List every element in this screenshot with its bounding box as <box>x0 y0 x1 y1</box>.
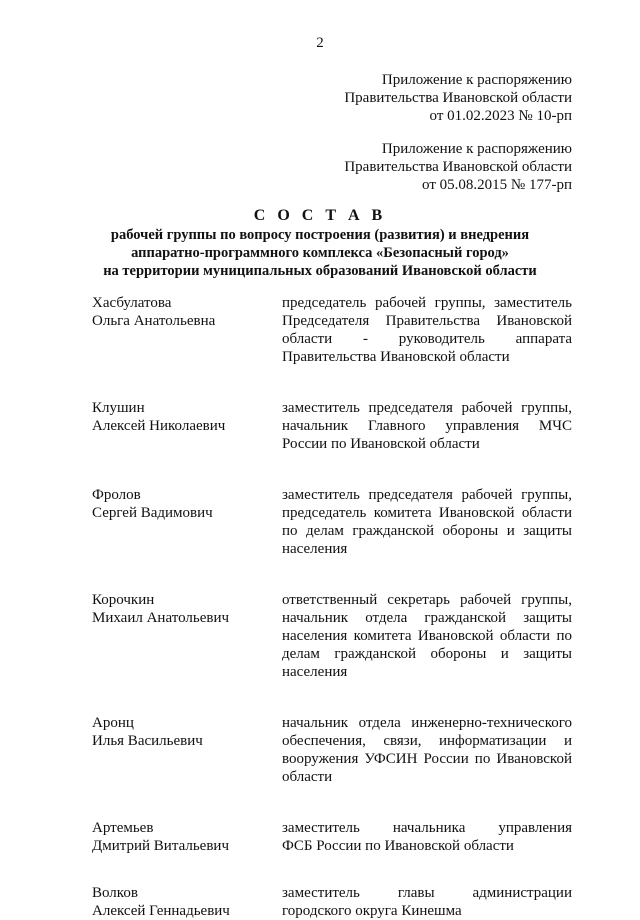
subtitle-line: рабочей группы по вопросу построения (развития) и внедрения <box>110 227 530 243</box>
member-surname: Хасбулатова <box>92 295 172 311</box>
member-role-line: начальник Главного управления МЧС <box>282 418 572 434</box>
member-row <box>92 714 572 786</box>
member-role-line: ответственный секретарь рабочей группы, <box>282 592 572 608</box>
member-given-name: Алексей Геннадьевич <box>92 903 230 919</box>
appendix-line: Приложение к распоряжению <box>381 72 572 88</box>
member-role-line: заместитель председателя рабочей группы, <box>282 487 572 503</box>
member-role-line: области <box>282 769 333 785</box>
appendix-original-order <box>344 140 572 194</box>
member-row <box>92 591 572 681</box>
member-surname: Аронц <box>92 715 134 731</box>
member-role-line: вооружения УФСИН России по Ивановской <box>282 751 572 767</box>
member-given-name: Михаил Анатольевич <box>92 610 230 626</box>
member-role-line: обеспечения, связи, информатизации и <box>282 733 572 749</box>
appendix-line: от 05.08.2015 № 177-рп <box>422 177 572 193</box>
member-surname: Корочкин <box>92 592 155 608</box>
member-row <box>92 884 572 920</box>
member-role-line: населения <box>282 541 348 557</box>
member-role <box>282 294 572 366</box>
member-role-line: России по Ивановской области <box>282 436 480 452</box>
member-name <box>92 884 282 920</box>
member-name <box>92 714 282 750</box>
document-heading <box>0 206 640 280</box>
member-row <box>92 294 572 366</box>
member-role-line: ФСБ России по Ивановской области <box>282 838 514 854</box>
member-row <box>92 399 572 453</box>
member-role-line: Председателя Правительства Ивановской <box>282 313 572 329</box>
member-role <box>282 819 572 855</box>
member-role <box>282 399 572 453</box>
member-role-line: заместитель главы администрации <box>282 885 572 901</box>
member-role-line: председатель комитета Ивановской области <box>282 505 572 521</box>
member-role <box>282 714 572 786</box>
member-surname: Артемьев <box>92 820 154 836</box>
subtitle-line: аппаратно-программного комплекса «Безопасный город» <box>131 245 509 261</box>
member-given-name: Илья Васильевич <box>92 733 203 749</box>
member-role-line: заместитель председателя рабочей группы, <box>282 400 572 416</box>
page-number: 2 <box>316 35 324 51</box>
member-name <box>92 294 282 330</box>
member-name <box>92 486 282 522</box>
subtitle-line: на территории муниципальных образований Ивановской области <box>103 263 537 279</box>
member-role-line: председатель рабочей группы, заместитель <box>282 295 572 311</box>
appendix-line: Правительства Ивановской области <box>344 90 572 106</box>
member-name <box>92 819 282 855</box>
member-role-line: области - руководитель аппарата <box>282 331 572 347</box>
member-role-line: заместитель начальника управления <box>282 820 572 836</box>
member-given-name: Дмитрий Витальевич <box>92 838 229 854</box>
member-given-name: Алексей Николаевич <box>92 418 226 434</box>
member-given-name: Сергей Вадимович <box>92 505 213 521</box>
document-title: С О С Т А В <box>253 207 387 224</box>
document-subtitle <box>0 226 640 280</box>
member-role-line: городского округа Кинешма <box>282 903 462 919</box>
member-row <box>92 486 572 558</box>
member-surname: Фролов <box>92 487 141 503</box>
member-surname: Волков <box>92 885 138 901</box>
member-row <box>92 819 572 855</box>
member-surname: Клушин <box>92 400 145 416</box>
member-role-line: делам гражданской обороны и защиты <box>282 646 572 662</box>
member-role-line: начальник отдела гражданской защиты <box>282 610 572 626</box>
member-role-line: населения <box>282 664 348 680</box>
member-role <box>282 486 572 558</box>
member-role <box>282 591 572 681</box>
member-given-name: Ольга Анатольевна <box>92 313 216 329</box>
member-role-line: населения комитета Ивановской области по <box>282 628 572 644</box>
appendix-line: Правительства Ивановской области <box>344 159 572 175</box>
member-role-line: Правительства Ивановской области <box>282 349 510 365</box>
member-name <box>92 399 282 435</box>
member-role <box>282 884 572 920</box>
appendix-line: Приложение к распоряжению <box>381 141 572 157</box>
member-role-line: начальник отдела инженерно-технического <box>282 715 572 731</box>
member-role-line: по делам гражданской обороны и защиты <box>282 523 572 539</box>
appendix-line: от 01.02.2023 № 10-рп <box>429 108 572 124</box>
member-name <box>92 591 282 627</box>
appendix-current-order <box>344 71 572 125</box>
members-list <box>92 294 572 920</box>
